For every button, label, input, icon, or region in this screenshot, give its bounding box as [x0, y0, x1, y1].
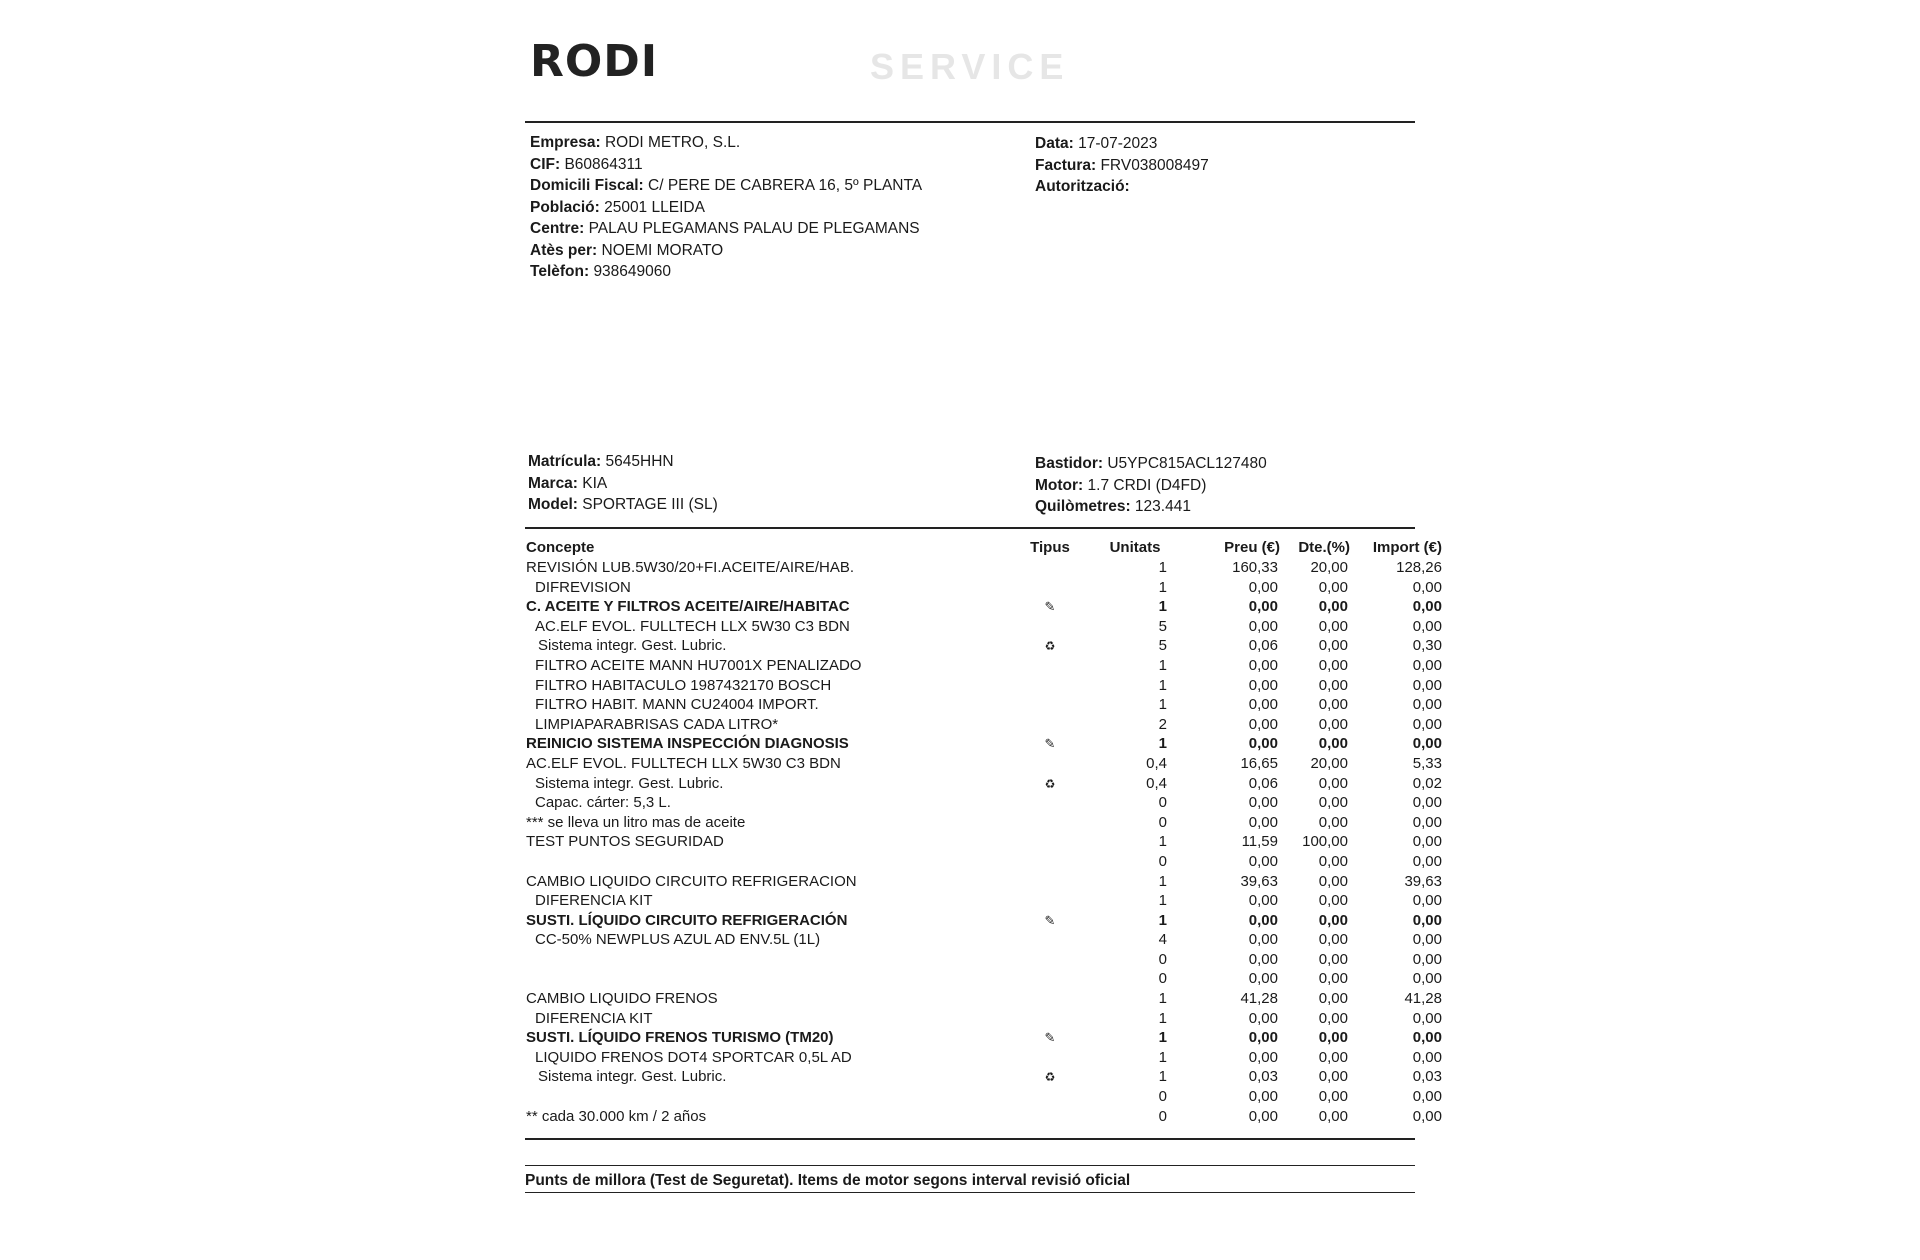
- import-cell: 39,63: [1404, 872, 1442, 890]
- preu-cell: 11,59: [1241, 833, 1278, 851]
- unitats-cell: 5: [1158, 617, 1167, 635]
- cif-row: [530, 154, 922, 176]
- concepte-cell: LIMPIAPARABRISAS CADA LITRO*: [535, 715, 779, 733]
- table-row: [525, 969, 1442, 989]
- dte-cell: 0,00: [1318, 637, 1348, 655]
- col-import: Import (€): [1372, 539, 1442, 556]
- concepte-cell: CAMBIO LIQUIDO CIRCUITO REFRIGERACION: [526, 872, 857, 890]
- header-divider: [525, 121, 1415, 123]
- preu-cell: 0,00: [1248, 931, 1278, 949]
- motor-value: 1.7 CRDI (D4FD): [1087, 476, 1207, 494]
- dte-cell: 0,00: [1318, 1048, 1348, 1066]
- unitats-cell: 4: [1158, 931, 1167, 949]
- preu-cell: 0,00: [1248, 892, 1278, 910]
- model-row: [528, 494, 718, 516]
- factura-value: FRV038008497: [1100, 156, 1209, 174]
- import-cell: 0,00: [1412, 892, 1442, 910]
- preu-cell: 0,00: [1248, 1029, 1278, 1047]
- import-cell: 0,00: [1412, 735, 1442, 753]
- table-row: [525, 774, 1442, 794]
- dte-cell: 0,00: [1318, 1009, 1348, 1027]
- autoritzacio-row: [1035, 176, 1209, 198]
- import-cell: 0,00: [1412, 1048, 1442, 1066]
- dte-cell: 0,00: [1318, 892, 1348, 910]
- autoritzacio-label: Autorització:: [1035, 178, 1130, 195]
- empresa-label: Empresa:: [530, 134, 601, 151]
- matricula-row: [528, 451, 718, 473]
- preu-cell: 0,00: [1248, 696, 1278, 714]
- concepte-cell: Sistema integr. Gest. Lubric.: [538, 1068, 727, 1086]
- poblacio-row: [530, 197, 922, 219]
- preu-cell: 0,06: [1248, 774, 1278, 792]
- km-row: [1035, 496, 1267, 518]
- items-bottom-divider: [525, 1138, 1415, 1140]
- dte-cell: 0,00: [1318, 696, 1348, 714]
- table-row: [525, 930, 1442, 950]
- import-cell: 0,00: [1412, 931, 1442, 949]
- concepte-cell: REVISIÓN LUB.5W30/20+FI.ACEITE/AIRE/HAB.: [526, 559, 855, 576]
- cif-label: CIF:: [530, 155, 561, 173]
- data-label: Data:: [1035, 135, 1074, 152]
- concepte-cell: CC-50% NEWPLUS AZUL AD ENV.5L (1L): [535, 931, 821, 949]
- factura-row: [1035, 155, 1209, 177]
- concepte-cell: AC.ELF EVOL. FULLTECH LLX 5W30 C3 BDN: [535, 617, 850, 635]
- table-row: [525, 656, 1442, 676]
- wrench-icon: ✎: [1044, 736, 1056, 752]
- table-row: [525, 558, 1442, 578]
- vehicle-info-right: [1035, 453, 1267, 518]
- table-row: [525, 989, 1442, 1009]
- telefon-label: Telèfon:: [530, 263, 590, 280]
- empresa-value: RODI METRO, S.L.: [604, 134, 741, 151]
- table-row: [525, 852, 1442, 872]
- dte-cell: 0,00: [1318, 970, 1348, 988]
- unitats-cell: 1: [1158, 833, 1167, 851]
- concepte-cell: TEST PUNTOS SEGURIDAD: [526, 833, 724, 851]
- import-cell: 0,00: [1412, 794, 1442, 812]
- unitats-cell: 0: [1158, 950, 1167, 968]
- marca-value: KIA: [582, 474, 608, 492]
- import-cell: 41,28: [1404, 990, 1442, 1008]
- concepte-cell: Sistema integr. Gest. Lubric.: [535, 774, 724, 792]
- unitats-cell: 1: [1158, 990, 1167, 1008]
- concepte-cell: Sistema integr. Gest. Lubric.: [538, 637, 727, 655]
- table-row: [525, 617, 1442, 637]
- unitats-cell: 1: [1158, 911, 1167, 929]
- unitats-cell: 1: [1158, 559, 1167, 576]
- bastidor-label: Bastidor:: [1035, 455, 1104, 472]
- dte-cell: 100,00: [1302, 833, 1348, 851]
- dte-cell: 0,00: [1318, 617, 1348, 635]
- import-cell: 0,00: [1412, 715, 1442, 733]
- preu-cell: 0,00: [1248, 578, 1278, 596]
- unitats-cell: 1: [1158, 1048, 1167, 1066]
- unitats-cell: 1: [1158, 892, 1167, 910]
- dte-cell: 0,00: [1318, 872, 1348, 890]
- footer-title: Punts de millora (Test de Seguretat). Items de motor segons interval revisió oficial: [525, 1172, 1131, 1189]
- poblacio-value: 25001 LLEIDA: [604, 198, 705, 216]
- preu-cell: 0,00: [1248, 813, 1278, 831]
- dte-cell: 0,00: [1318, 1029, 1348, 1047]
- preu-cell: 0,00: [1248, 735, 1278, 753]
- preu-cell: 0,00: [1248, 794, 1278, 812]
- concepte-cell: SUSTI. LÍQUIDO FRENOS TURISMO (TM20): [526, 1029, 834, 1047]
- footer-top-divider: [525, 1165, 1415, 1166]
- dte-cell: 0,00: [1318, 598, 1348, 616]
- table-row: [525, 1087, 1442, 1107]
- import-cell: 0,00: [1412, 1009, 1442, 1027]
- concepte-cell: FILTRO ACEITE MANN HU7001X PENALIZADO: [535, 656, 862, 674]
- preu-cell: 0,00: [1248, 656, 1278, 674]
- import-cell: 0,00: [1412, 833, 1442, 851]
- dte-cell: 20,00: [1310, 754, 1348, 772]
- import-cell: 0,00: [1412, 852, 1442, 870]
- company-info: [530, 132, 922, 283]
- preu-cell: 0,00: [1248, 950, 1278, 968]
- recycle-icon: ♻: [1044, 639, 1056, 654]
- dte-cell: 0,00: [1318, 676, 1348, 694]
- unitats-cell: 5: [1158, 637, 1167, 655]
- col-unitats: Unitats: [1109, 539, 1161, 556]
- concepte-cell: CAMBIO LIQUIDO FRENOS: [526, 990, 718, 1008]
- unitats-cell: 1: [1158, 1029, 1167, 1047]
- recycle-icon: ♻: [1044, 776, 1056, 791]
- preu-cell: 0,03: [1248, 1068, 1278, 1086]
- domicili-value: C/ PERE DE CABRERA 16, 5º PLANTA: [648, 177, 923, 194]
- import-cell: 0,02: [1412, 774, 1442, 792]
- unitats-cell: 0: [1158, 1088, 1167, 1106]
- bastidor-value: U5YPC815ACL127480: [1107, 455, 1267, 472]
- unitats-cell: 1: [1158, 656, 1167, 674]
- table-row: [525, 636, 1442, 656]
- dte-cell: 0,00: [1318, 735, 1348, 753]
- company-logo: RODI: [530, 36, 659, 87]
- concepte-cell: ** cada 30.000 km / 2 años: [526, 1107, 707, 1125]
- dte-cell: 0,00: [1318, 715, 1348, 733]
- import-cell: 0,00: [1412, 578, 1442, 596]
- dte-cell: 0,00: [1318, 1088, 1348, 1106]
- footer-bottom-divider: [525, 1192, 1415, 1193]
- table-row: [525, 578, 1442, 598]
- import-cell: 0,00: [1412, 970, 1442, 988]
- preu-cell: 0,00: [1248, 617, 1278, 635]
- dte-cell: 0,00: [1318, 774, 1348, 792]
- items-table: [525, 537, 1442, 1126]
- preu-cell: 0,00: [1248, 970, 1278, 988]
- dte-cell: 0,00: [1318, 1107, 1348, 1125]
- poblacio-label: Població:: [530, 198, 600, 216]
- table-row: [525, 715, 1442, 735]
- col-dte: Dte.(%): [1298, 539, 1350, 556]
- table-row: [525, 1048, 1442, 1068]
- col-tipus: Tipus: [1030, 539, 1070, 556]
- domicili-row: [530, 175, 922, 197]
- table-row: [525, 1028, 1442, 1048]
- preu-cell: 0,00: [1248, 1088, 1278, 1106]
- table-row: [525, 597, 1442, 617]
- km-label: Quilòmetres:: [1035, 498, 1131, 515]
- table-row: [525, 1009, 1442, 1029]
- table-row: [525, 1067, 1442, 1087]
- centre-value: PALAU PLEGAMANS PALAU DE PLEGAMANS: [588, 220, 920, 237]
- unitats-cell: 1: [1158, 696, 1167, 714]
- unitats-cell: 0: [1158, 794, 1167, 812]
- import-cell: 0,00: [1412, 911, 1442, 929]
- import-cell: 128,26: [1396, 559, 1442, 576]
- unitats-cell: 0,4: [1146, 754, 1167, 772]
- dte-cell: 0,00: [1318, 578, 1348, 596]
- unitats-cell: 0: [1158, 1107, 1167, 1125]
- marca-label: Marca:: [528, 474, 578, 492]
- unitats-cell: 0: [1158, 852, 1167, 870]
- concepte-cell: C. ACEITE Y FILTROS ACEITE/AIRE/HABITAC: [526, 598, 850, 616]
- wrench-icon: ✎: [1044, 599, 1056, 615]
- preu-cell: 0,00: [1248, 1107, 1278, 1125]
- motor-label: Motor:: [1035, 476, 1084, 494]
- empresa-row: [530, 132, 922, 154]
- import-cell: 0,00: [1412, 598, 1442, 616]
- preu-cell: 0,00: [1248, 1048, 1278, 1066]
- preu-cell: 0,00: [1248, 911, 1278, 929]
- table-row: [525, 872, 1442, 892]
- concepte-cell: Capac. cárter: 5,3 L.: [535, 794, 671, 812]
- unitats-cell: 2: [1158, 715, 1167, 733]
- preu-cell: 0,00: [1248, 598, 1278, 616]
- import-cell: 0,00: [1412, 617, 1442, 635]
- import-cell: 0,00: [1412, 656, 1442, 674]
- vehicle-info-left: [528, 451, 718, 516]
- model-value: SPORTAGE III (SL): [582, 496, 718, 513]
- concepte-cell: DIFERENCIA KIT: [535, 1009, 653, 1027]
- unitats-cell: 0: [1158, 970, 1167, 988]
- preu-cell: 0,00: [1248, 715, 1278, 733]
- unitats-cell: 1: [1158, 1068, 1167, 1086]
- unitats-cell: 1: [1158, 598, 1167, 616]
- preu-cell: 16,65: [1240, 754, 1278, 772]
- unitats-cell: 1: [1158, 676, 1167, 694]
- matricula-value: 5645HHN: [605, 453, 674, 470]
- import-cell: 0,00: [1412, 1107, 1442, 1125]
- import-cell: 0,00: [1412, 950, 1442, 968]
- concepte-cell: DIFERENCIA KIT: [535, 892, 653, 910]
- items-body: [525, 558, 1442, 1126]
- unitats-cell: 1: [1158, 1009, 1167, 1027]
- table-row: [525, 754, 1442, 774]
- concepte-cell: DIFREVISION: [535, 578, 631, 596]
- centre-label: Centre:: [530, 220, 585, 237]
- ates-row: [530, 240, 922, 262]
- wrench-icon: ✎: [1044, 1030, 1056, 1046]
- invoice-info: [1035, 133, 1209, 198]
- table-row: [525, 911, 1442, 931]
- dte-cell: 0,00: [1318, 950, 1348, 968]
- preu-cell: 0,00: [1248, 852, 1278, 870]
- table-row: [525, 813, 1442, 833]
- dte-cell: 0,00: [1318, 852, 1348, 870]
- table-row: [525, 950, 1442, 970]
- dte-cell: 0,00: [1318, 931, 1348, 949]
- centre-row: [530, 218, 922, 240]
- table-row: [525, 832, 1442, 852]
- import-cell: 0,00: [1412, 813, 1442, 831]
- table-row: [525, 1107, 1442, 1127]
- concepte-cell: FILTRO HABITACULO 1987432170 BOSCH: [535, 676, 832, 694]
- ates-value: NOEMI MORATO: [601, 241, 724, 259]
- matricula-label: Matrícula:: [528, 453, 602, 470]
- import-cell: 0,00: [1412, 1088, 1442, 1106]
- marca-row: [528, 473, 718, 495]
- table-row: [525, 734, 1442, 754]
- dte-cell: 0,00: [1318, 794, 1348, 812]
- import-cell: 0,00: [1412, 676, 1442, 694]
- preu-cell: 160,33: [1232, 559, 1278, 576]
- concepte-cell: LIQUIDO FRENOS DOT4 SPORTCAR 0,5L AD: [535, 1048, 852, 1066]
- import-cell: 5,33: [1412, 754, 1442, 772]
- motor-row: [1035, 475, 1267, 497]
- wrench-icon: ✎: [1044, 912, 1056, 928]
- table-row: [525, 891, 1442, 911]
- concepte-cell: *** se lleva un litro mas de aceite: [526, 813, 746, 831]
- domicili-label: Domicili Fiscal:: [530, 177, 644, 194]
- concepte-cell: REINICIO SISTEMA INSPECCIÓN DIAGNOSIS: [526, 735, 849, 753]
- recycle-icon: ♻: [1044, 1070, 1056, 1085]
- col-preu: Preu (€): [1224, 539, 1280, 556]
- preu-cell: 0,00: [1248, 676, 1278, 694]
- unitats-cell: 0,4: [1146, 774, 1167, 792]
- concepte-cell: FILTRO HABIT. MANN CU24004 IMPORT.: [535, 696, 819, 714]
- unitats-cell: 1: [1158, 872, 1167, 890]
- import-cell: 0,00: [1412, 696, 1442, 714]
- vehicle-divider: [525, 527, 1415, 529]
- unitats-cell: 1: [1158, 735, 1167, 753]
- model-label: Model:: [528, 496, 578, 513]
- unitats-cell: 0: [1158, 813, 1167, 831]
- factura-label: Factura:: [1035, 156, 1097, 174]
- dte-cell: 0,00: [1318, 813, 1348, 831]
- data-row: [1035, 133, 1209, 155]
- table-row: [525, 695, 1442, 715]
- dte-cell: 20,00: [1310, 559, 1348, 576]
- import-cell: 0,00: [1412, 1029, 1442, 1047]
- preu-cell: 0,00: [1248, 1009, 1278, 1027]
- data-value: 17-07-2023: [1078, 135, 1158, 152]
- concepte-cell: AC.ELF EVOL. FULLTECH LLX 5W30 C3 BDN: [526, 754, 841, 772]
- ates-label: Atès per:: [530, 241, 598, 259]
- dte-cell: 0,00: [1318, 911, 1348, 929]
- import-cell: 0,30: [1412, 637, 1442, 655]
- items-header: [525, 537, 1442, 558]
- table-row: [525, 793, 1442, 813]
- preu-cell: 0,06: [1248, 637, 1278, 655]
- unitats-cell: 1: [1158, 578, 1167, 596]
- preu-cell: 39,63: [1240, 872, 1278, 890]
- dte-cell: 0,00: [1318, 656, 1348, 674]
- telefon-value: 938649060: [593, 263, 672, 280]
- col-concepte: Concepte: [526, 539, 595, 556]
- faded-service-logo: SERVICE: [870, 46, 1070, 87]
- dte-cell: 0,00: [1318, 1068, 1348, 1086]
- table-row: [525, 676, 1442, 696]
- km-value: 123.441: [1134, 498, 1191, 515]
- preu-cell: 41,28: [1240, 990, 1278, 1008]
- cif-value: B60864311: [564, 155, 643, 173]
- bastidor-row: [1035, 453, 1267, 475]
- concepte-cell: SUSTI. LÍQUIDO CIRCUITO REFRIGERACIÓN: [526, 911, 848, 929]
- import-cell: 0,03: [1412, 1068, 1442, 1086]
- telefon-row: [530, 261, 922, 283]
- dte-cell: 0,00: [1318, 990, 1348, 1008]
